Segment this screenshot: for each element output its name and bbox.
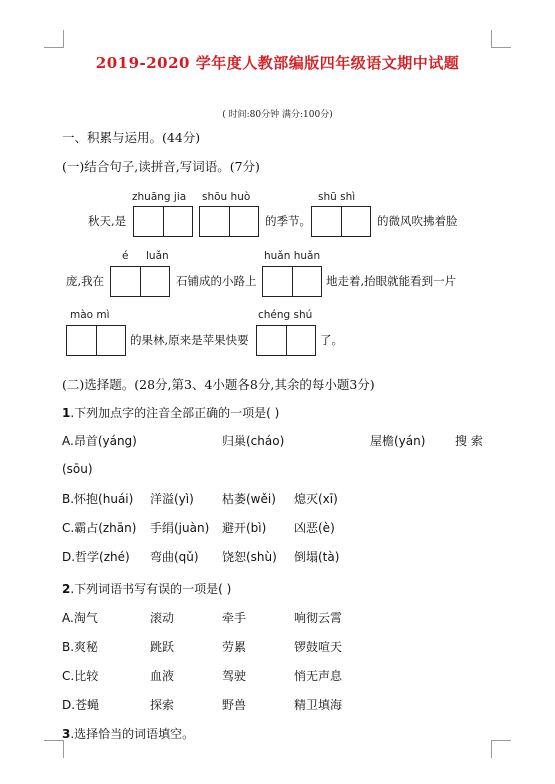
- option-word: 驾驶: [222, 669, 247, 683]
- pinyin-shouhuo: shōu huò: [202, 191, 251, 203]
- option-word: 搜 索: [455, 434, 483, 448]
- option-word: 饶恕(shù): [222, 550, 277, 564]
- option-word: 跳跃: [150, 640, 175, 654]
- crop-mark-top-left-v: [63, 30, 64, 48]
- crop-mark-top-right-v: [491, 30, 492, 48]
- option-1b: B.怀抱(huái): [62, 492, 134, 506]
- crop-mark-top-right-h: [491, 47, 511, 48]
- option-word-cont: (sōu): [62, 462, 93, 476]
- crop-mark-top-left-h: [44, 47, 64, 48]
- answer-box-shushi[interactable]: [311, 206, 371, 237]
- pinyin-eluan-2: luǎn: [146, 250, 169, 262]
- option-2b: B.爽秘: [62, 640, 99, 654]
- pinyin-shushi: shū shì: [318, 191, 356, 203]
- sentence-fragment: 石铺成的小路上: [176, 274, 257, 288]
- pinyin-huanhuan: huǎn huǎn: [264, 250, 321, 262]
- option-1a: A.昂首(yáng): [62, 434, 137, 448]
- section1-heading: (一)结合句子,读拼音,写词语。(7分): [62, 159, 260, 174]
- question-1: 1.下列加点字的注音全部正确的一项是( ): [62, 406, 280, 420]
- option-word: 锣鼓喧天: [294, 640, 343, 654]
- option-word: 悄无声息: [294, 669, 343, 683]
- option-word: 滚动: [150, 611, 175, 625]
- option-word: 探索: [150, 698, 175, 712]
- option-word: 屋檐(yán): [370, 434, 426, 448]
- crop-mark-bottom-left-v: [63, 740, 64, 758]
- exam-info: ( 时间:80分钟 满分:100分): [222, 110, 333, 120]
- option-word: 血液: [150, 669, 175, 683]
- crop-mark-bottom-right-v: [491, 740, 492, 758]
- answer-box-chengshu[interactable]: [256, 325, 316, 356]
- crop-mark-bottom-right-h: [491, 740, 511, 741]
- pinyin-chengshu: chéng shú: [258, 309, 313, 321]
- pinyin-zhuangjia: zhuāng jia: [132, 191, 187, 203]
- answer-box-maomi[interactable]: [66, 325, 126, 356]
- option-word: 野兽: [222, 698, 247, 712]
- option-word: 响彻云霄: [294, 611, 343, 625]
- answer-box-huanhuan[interactable]: [262, 266, 322, 297]
- question-3: 3.选择恰当的词语填空。: [62, 727, 195, 741]
- answer-box-eluan[interactable]: [110, 266, 170, 297]
- crop-mark-bottom-left-h: [44, 740, 64, 741]
- option-word: 枯萎(wěi): [222, 492, 276, 506]
- option-2d: D.苍蝇: [62, 698, 100, 712]
- option-word: 牵手: [222, 611, 247, 625]
- option-1d: D.哲学(zhé): [62, 550, 130, 564]
- option-word: 凶恶(è): [294, 521, 335, 535]
- option-word: 倒塌(tà): [294, 550, 340, 564]
- sentence-fragment: 的季节。: [265, 214, 311, 228]
- question-2: 2.下列词语书写有误的一项是( ): [62, 582, 232, 596]
- option-word: 精卫填海: [294, 698, 343, 712]
- option-word: 弯曲(qǔ): [150, 550, 199, 564]
- option-word: 手绢(juàn): [150, 521, 210, 535]
- pinyin-eluan-1: é: [122, 250, 129, 262]
- option-word: 劳累: [222, 640, 247, 654]
- option-word: 归巢(cháo): [222, 434, 285, 448]
- sentence-fragment: 了。: [320, 333, 343, 347]
- option-word: 避开(bì): [222, 521, 267, 535]
- document-title: 2019-2020 学年度人教部编版四年级语文期中试题: [95, 54, 460, 72]
- option-2c: C.比较: [62, 669, 99, 683]
- sentence-fragment: 的果林,原来是苹果快要: [130, 333, 249, 347]
- answer-box-zhuangjia[interactable]: [133, 206, 193, 237]
- sentence-fragment: 秋天,是: [88, 214, 127, 228]
- sentence-fragment: 地走着,抬眼就能看到一片: [326, 274, 457, 288]
- sentence-fragment: 庞,我在: [66, 274, 105, 288]
- option-2a: A.淘气: [62, 611, 98, 625]
- option-1c: C.霸占(zhān): [62, 521, 137, 535]
- option-word: 洋溢(yì): [150, 492, 194, 506]
- option-word: 熄灭(xī): [294, 492, 338, 506]
- part1-heading: 一、积累与运用。(44分): [62, 130, 201, 145]
- sentence-fragment: 的微风吹拂着脸: [377, 214, 458, 228]
- section2-heading: (二)选择题。(28分,第3、4小题各8分,其余的每小题3分): [62, 377, 375, 392]
- answer-box-shouhuo[interactable]: [199, 206, 259, 237]
- pinyin-maomi: mào mì: [70, 309, 110, 321]
